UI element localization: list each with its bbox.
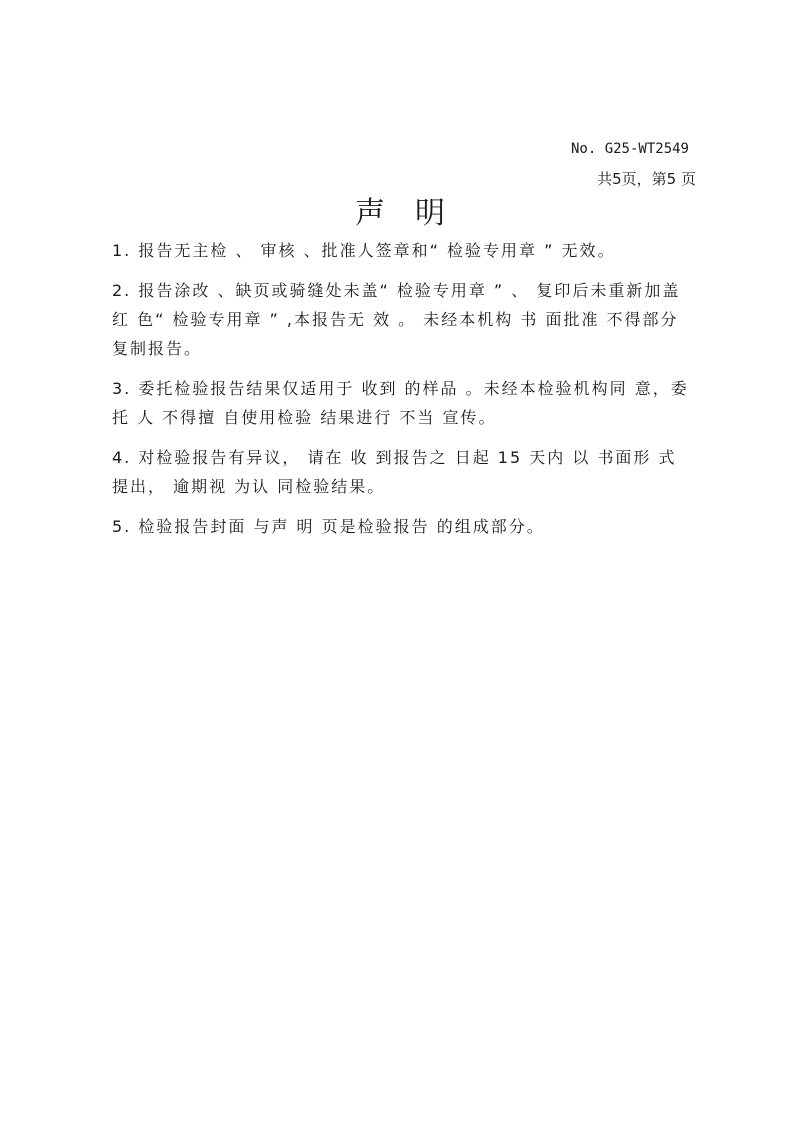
statement-clause-2: 2. 报告涂改 、缺页或骑缝处未盖“ 检验专用章 ” 、 复印后未重新加盖红 色“ 检验专用章 ” ,本报告无 效 。 未经本机构 书 面批准 不得部分复制报告。 <box>112 281 681 358</box>
statement-clause-4: 4. 对检验报告有异议， 请在 收 到报告之 日起 15 天内 以 书面形 式 提出， 逾期视 为认 同检验结果。 <box>112 448 677 496</box>
statement-clause-5: 5. 检验报告封面 与声 明 页是检验报告 的组成部分。 <box>112 517 545 536</box>
statement-clause-3: 3. 委托检验报告结果仅适用于 收到 的样品 。未经本检验机构同 意，委托 人 不得擅 自使用检验 结果进行 不当 宣传。 <box>112 379 689 427</box>
statement-list <box>112 236 696 541</box>
statement-clause-1: 1. 报告无主检 、 审核 、批准人签章和“ 检验专用章 ” 无效。 <box>112 241 616 260</box>
page-count: 共5页，第5 页 <box>597 170 696 188</box>
page-title: 声明 <box>355 196 475 231</box>
report-number: No. G25-WT2549 <box>570 141 689 157</box>
